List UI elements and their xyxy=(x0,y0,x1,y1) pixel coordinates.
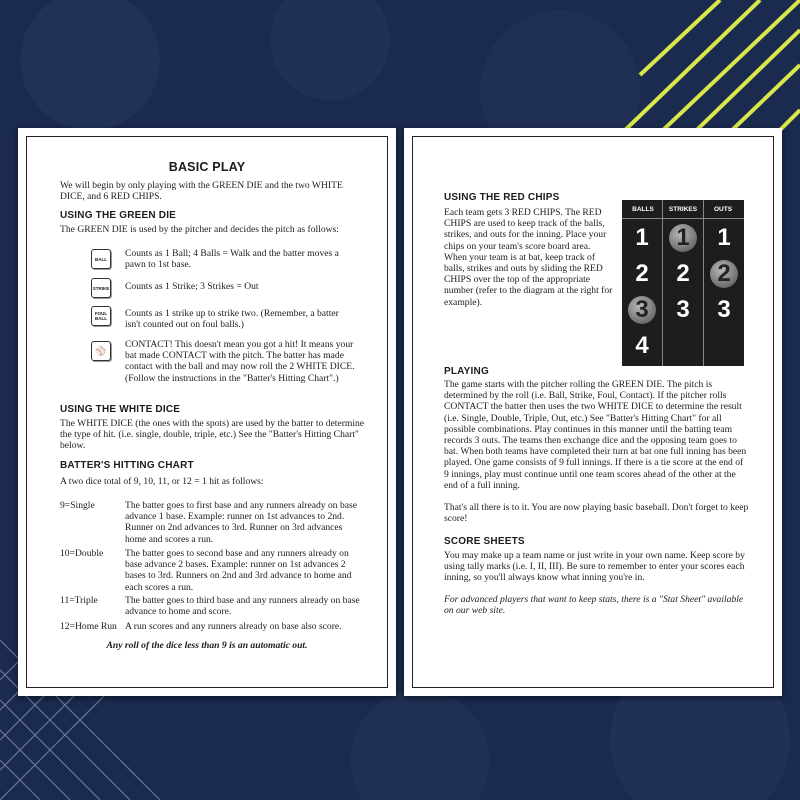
white-dice-heading: USING THE WHITE DICE xyxy=(60,404,181,415)
strikes-cell: 2 xyxy=(676,260,690,287)
red-chips-heading: USING THE RED CHIPS xyxy=(444,192,560,203)
scoreboard-diagram xyxy=(622,200,744,366)
left-page xyxy=(18,128,396,696)
home-run-tag: 12=Home Run xyxy=(60,621,117,632)
red-chip: 1 xyxy=(669,224,697,252)
balls-cell: 1 xyxy=(635,224,649,251)
score-sheets-text: You may make up a team name or just write in your own name. Keep score by using tally marks (i.e. I, II, III). Be sure to remember to enter your scores each inning, so you'll always know what inning you're in. xyxy=(444,550,745,584)
automatic-out-note: Any roll of the dice less than 9 is an automatic out. xyxy=(106,640,308,651)
balls-header: BALLS xyxy=(632,206,654,213)
balls-cell xyxy=(622,292,662,328)
hitting-chart-text: A two dice total of 9, 10, 11, or 12 = 1 hit as follows: xyxy=(60,476,264,487)
playing-heading: PLAYING xyxy=(444,366,489,377)
white-dice-text: The WHITE DICE (the ones with the spots) are used by the batter to determine the type of hit. (i.e. single, double, triple, etc.) See the "Batter's Hitting Chart" below. xyxy=(60,418,365,452)
right-page xyxy=(404,128,782,696)
playing-text-2: That's all there is to it. You are now playing basic baseball. Don't forget to keep score! xyxy=(444,502,749,525)
balls-cell: 2 xyxy=(635,260,649,287)
contact-baseball-icon: ⚾ xyxy=(91,341,111,361)
score-sheets-heading: SCORE SHEETS xyxy=(444,536,525,547)
page-title: BASIC PLAY xyxy=(168,160,246,174)
contact-face-desc: CONTACT! This doesn't mean you got a hit! It means your bat made CONTACT with the pitch. The batter has made contact with the ball and may now roll the 2 WHITE DICE. (Follow the instructions in the "Batter's Hitting Chart".) xyxy=(125,339,355,384)
red-chip: 2 xyxy=(710,260,738,288)
home-run-desc: A run scores and any runners already on base also score. xyxy=(125,621,342,632)
ball-face-icon: BALL xyxy=(91,249,111,269)
strikes-header: STRIKES xyxy=(668,206,698,213)
red-chip: 3 xyxy=(628,296,656,324)
single-desc: The batter goes to first base and any runners already on base advance 1 base. Example: runner on 1st advances to 2nd. Runner on 2nd advances to 3rd. Runner on 3rd advances home and scores a run. xyxy=(125,500,358,545)
stat-sheet-note: For advanced players that want to keep stats, there is a "Stat Sheet" available on our web site. xyxy=(444,594,744,617)
outs-cell xyxy=(704,256,744,292)
single-tag: 9=Single xyxy=(60,500,95,511)
strike-face-desc: Counts as 1 Strike; 3 Strikes = Out xyxy=(125,281,259,292)
strikes-cell xyxy=(663,220,703,256)
outs-header: OUTS xyxy=(713,206,733,213)
triple-desc: The batter goes to third base and any runners already on base advance to home and score. xyxy=(125,595,360,618)
playing-text: The game starts with the pitcher rolling the GREEN DIE. The pitch is determined by the roll (i.e. Ball, Strike, Foul, Contact). If the pitcher rolls CONTACT the batter then uses the two WHITE DICE to determine the result (i.e. Single, Double, Triple, Out, etc.) See "Batter's Hitting Chart" for all possible combinations. Play continues in this manner until the batting team records 3 outs. The teams then exchange dice and the opposing team goes to bat. When both teams have completed their turn at bat one full inning has been played. One game consists of 9 full innings. If there is a tie score at the end of 9 innings, play must continue until one team scores ahead of the other at the end of a full inning. xyxy=(444,379,747,491)
strike-face-icon: STRIKE xyxy=(91,278,111,298)
double-desc: The batter goes to second base and any runners already on base advance 2 bases. Example: runner on 1st advances 2 bases to 3rd. Runners on 2nd and 3rd advance to home and each scores a run. xyxy=(125,548,352,593)
triple-tag: 11=Triple xyxy=(60,595,98,606)
outs-cell: 3 xyxy=(717,296,731,323)
green-die-heading: USING THE GREEN DIE xyxy=(60,210,177,221)
ball-face-desc: Counts as 1 Ball; 4 Balls = Walk and the batter moves a pawn to 1st base. xyxy=(125,248,339,271)
foul-ball-face-desc: Counts as 1 strike up to strike two. (Remember, a batter isn't counted out on foul balls.) xyxy=(125,308,339,331)
balls-cell: 4 xyxy=(635,332,649,359)
outs-cell: 1 xyxy=(717,224,731,251)
intro-text: We will begin by only playing with the GREEN DIE and the two WHITE DICE, and 6 RED CHIPS. xyxy=(60,180,343,203)
foul-ball-face-icon: FOUL BALL xyxy=(91,306,111,326)
strikes-cell: 3 xyxy=(676,296,690,323)
red-chips-text: Each team gets 3 RED CHIPS. The RED CHIPS are used to keep track of the balls, strikes, and outs for the inning. Place your chips on your team's score board area. When your team is at bat, keep track of balls, strikes and outs by sliding the RED CHIPS over the top of the appropriate number (refer to the diagram at the right for example). xyxy=(444,207,613,308)
double-tag: 10=Double xyxy=(60,548,104,559)
hitting-chart-heading: BATTER'S HITTING CHART xyxy=(60,460,194,471)
green-die-text: The GREEN DIE is used by the pitcher and decides the pitch as follows: xyxy=(60,224,339,235)
